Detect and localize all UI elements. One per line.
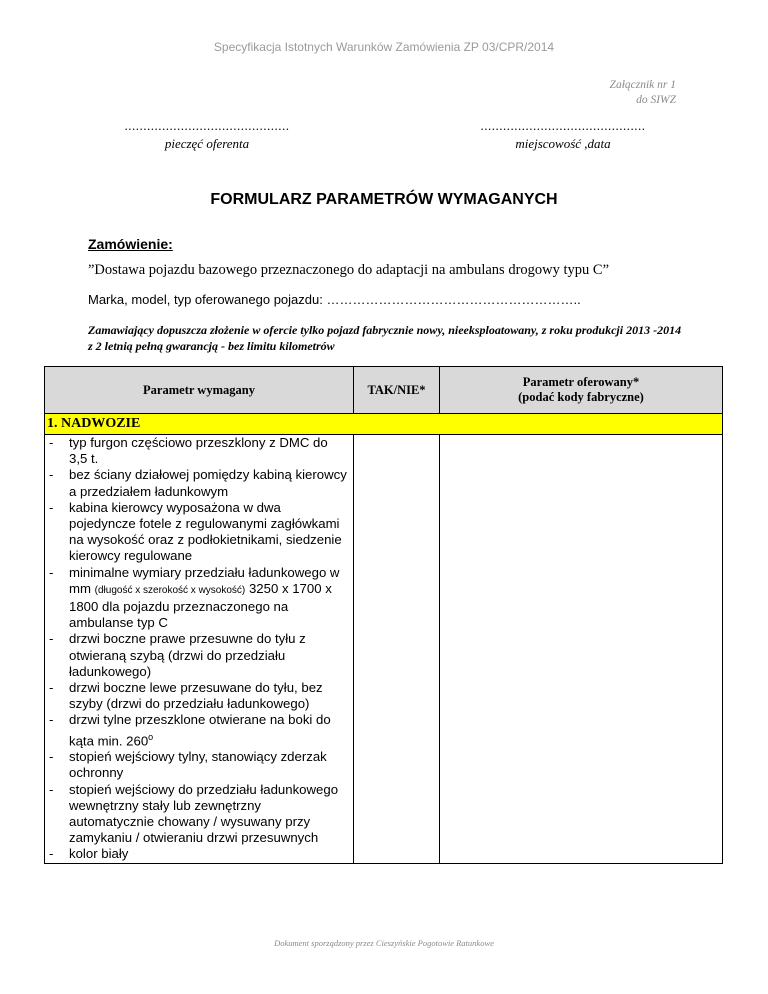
order-label: Zamówienie: (88, 236, 173, 252)
header-offered-param: Parametr oferowany* (podać kody fabryczne) (440, 367, 723, 414)
document-footer: Dokument sporządzony przez Cieszyńskie Pogotowie Ratunkowe (274, 938, 494, 948)
table-row (45, 435, 723, 864)
document-header: Specyfikacja Istotnych Warunków Zamówienia ZP 03/CPR/2014 (213, 40, 555, 54)
attachment-line-1: Załącznik nr 1 (609, 79, 676, 91)
offered-param-input-cell[interactable] (440, 435, 723, 864)
yes-no-input-cell[interactable] (354, 435, 440, 864)
stamp-dotted-line: ............................................ (124, 118, 290, 133)
list-item: - bez ściany działowej pomiędzy kabiną kierowcy a przedziałem ładunkowym (45, 467, 349, 499)
required-params-cell (45, 435, 354, 864)
list-item: - stopień wejściowy do przedziału ładunkowego wewnętrzny stały lub zewnętrzny automatycznie chowany / wysuwany przy zamykaniu / otwieraniu drzwi przesuwnych (45, 782, 349, 847)
header-yes-no: TAK/NIE* (354, 367, 440, 414)
header-required-param: Parametr wymagany (45, 367, 354, 414)
place-date-caption: miejscowość ,data (515, 136, 611, 151)
list-item: - minimalne wymiary przedziału ładunkowego w mm (długość x szerokość x wysokość) 3250 x 1700 x 1800 dla pojazdu przeznaczonego na ambulanse typ C (45, 565, 349, 632)
order-description: ”Dostawa pojazdu bazowego przeznaczonego do adaptacji na ambulans drogowy typu C” (88, 262, 610, 278)
list-item: - kolor biały (45, 846, 349, 862)
list-item: - drzwi boczne prawe przesuwne do tyłu z otwieraną szybą (drzwi do przedziału ładunkowego) (45, 631, 349, 680)
list-item: - typ furgon częściowo przeszklony z DMC do 3,5 t. (45, 435, 349, 467)
parameters-table (44, 366, 723, 864)
section-row-body (45, 414, 723, 435)
place-date-dotted-line: ............................................ (480, 118, 646, 133)
list-item: - stopień wejściowy tylny, stanowiący zderzak ochronny (45, 749, 349, 781)
stamp-signature-block (114, 118, 300, 152)
requirements-notice: Zamawiający dopuszcza złożenie w ofercie tylko pojazd fabrycznie nowy, nieeksploatowany, z roku produkcji 2013 -2014 z 2 letnią pełną gwarancją - bez limitu kilometrów (88, 323, 682, 353)
list-item: - drzwi tylne przeszklone otwierane na boki do kąta min. 260$^o$ (45, 712, 349, 749)
table-header-row (45, 367, 723, 414)
place-date-block (470, 118, 656, 152)
list-item: - kabina kierowcy wyposażona w dwa pojedyncze fotele z regulowanymi zagłówkami na wysokość oraz z podłokietnikami, siedzenie kierowcy regulowane (45, 500, 349, 565)
stamp-caption: pieczęć oferenta (164, 136, 250, 151)
attachment-line-2: do SIWZ (636, 94, 676, 106)
section-title: 1. NADWOZIE (45, 414, 723, 435)
page-title: FORMULARZ PARAMETRÓW WYMAGANYCH (210, 191, 558, 208)
list-item: - drzwi boczne lewe przesuwane do tyłu, bez szyby (drzwi do przedziału ładunkowego) (45, 680, 349, 712)
attachment-label (610, 78, 676, 108)
vehicle-brand-line: Marka, model, typ oferowanego pojazdu: ………………………………………………….. (88, 292, 581, 307)
